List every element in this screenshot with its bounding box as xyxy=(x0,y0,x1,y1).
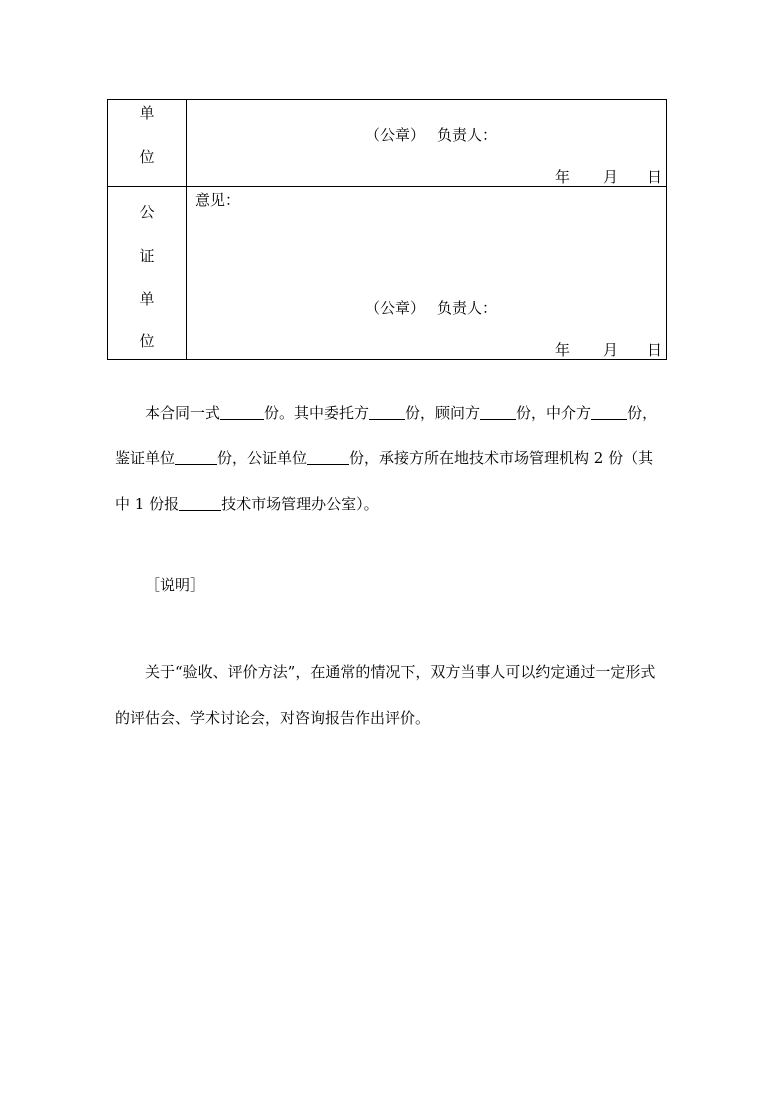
unit-content xyxy=(187,100,666,186)
notary-content xyxy=(187,187,666,359)
responsible-person-label: 负责人： xyxy=(437,126,498,144)
note-line-1: 关于“验收、评价方法”，在通常的情况下，双方当事人可以约定通过一定形式 xyxy=(145,663,656,681)
copies-line-1: 本合同一式 份。其中委托方 份，顾问方 份，中介方 份， xyxy=(145,404,658,422)
unit-row xyxy=(108,100,666,186)
blank-office[interactable] xyxy=(179,494,221,511)
seal-text: （公章） xyxy=(365,126,426,144)
year-label: 年 xyxy=(555,168,571,186)
month-label: 月 xyxy=(603,168,619,186)
note-line-2: 的评估会、学术讨论会，对咨询报告作出评价。 xyxy=(115,709,431,727)
blank-client[interactable] xyxy=(369,403,405,420)
blank-intermediary[interactable] xyxy=(591,403,627,420)
copies-line-2: 鉴证单位 份，公证单位 份，承接方所在地技术市场管理机构 2 份（其 xyxy=(115,449,654,467)
blank-notary[interactable] xyxy=(307,448,349,465)
label-char: 公 xyxy=(139,203,155,221)
label-char: 位 xyxy=(139,148,155,166)
opinion-label: 意见： xyxy=(195,191,241,209)
label-char: 单 xyxy=(139,290,155,308)
day-label: 日 xyxy=(647,168,663,186)
label-char: 单 xyxy=(139,104,155,122)
seal-text: （公章） xyxy=(365,299,426,317)
month-label: 月 xyxy=(603,341,619,359)
notary-label xyxy=(108,187,187,359)
signature-table xyxy=(107,99,667,360)
blank-verification[interactable] xyxy=(175,448,217,465)
note-heading: ［说明］ xyxy=(145,576,206,594)
copies-line-3: 中 1 份报 技术市场管理办公室）。 xyxy=(115,495,379,513)
year-label: 年 xyxy=(555,341,571,359)
day-label: 日 xyxy=(647,341,663,359)
notary-row xyxy=(108,186,666,359)
blank-total[interactable] xyxy=(220,403,264,420)
label-char: 位 xyxy=(139,332,155,350)
unit-label xyxy=(108,100,187,186)
blank-consultant[interactable] xyxy=(480,403,516,420)
responsible-person-label: 负责人： xyxy=(437,299,498,317)
label-char: 证 xyxy=(139,247,155,265)
